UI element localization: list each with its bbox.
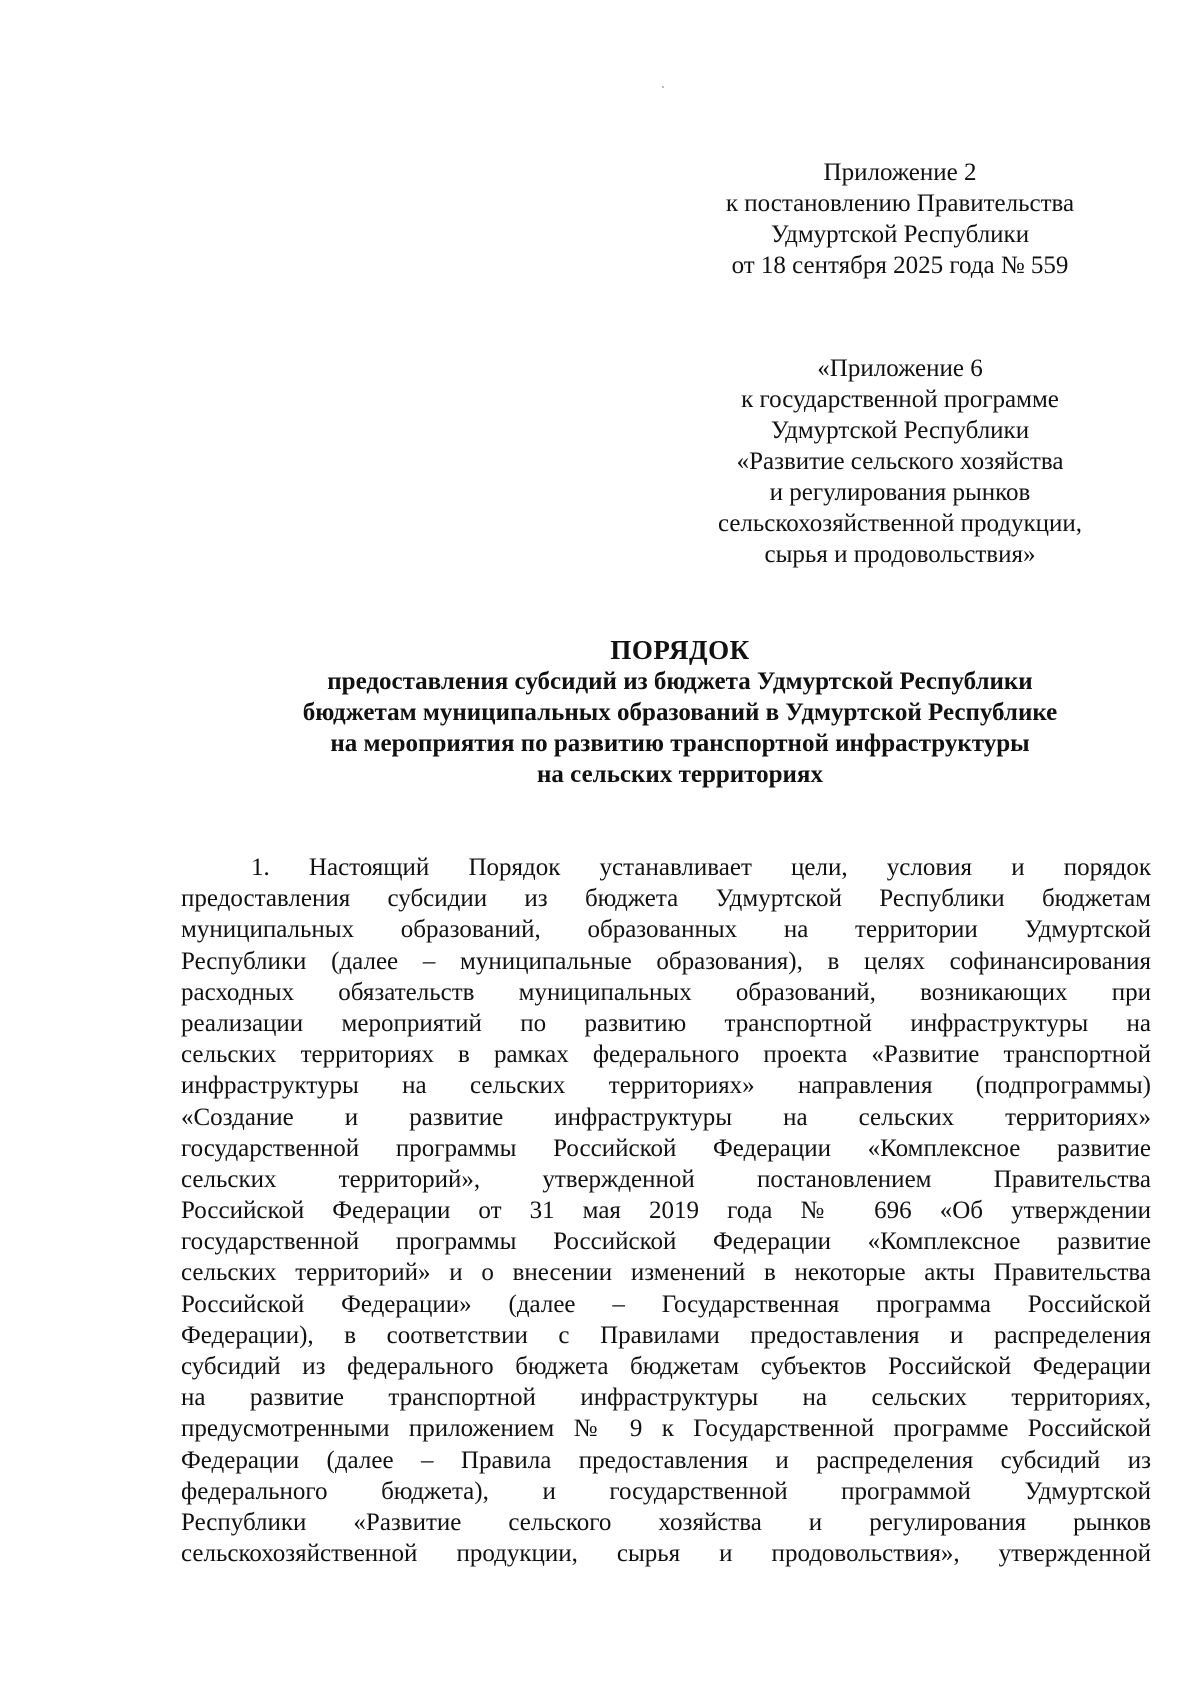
annex-6-line: сельскохозяйственной продукции, (717, 510, 1083, 537)
annex-6-line: «Приложение 6 (817, 355, 983, 382)
annex-6-line: «Развитие сельского хозяйства (736, 448, 1064, 475)
body-line: федерального бюджета), и государственной программой Удмуртской (181, 1477, 1151, 1505)
body-line: государственной программы Российской Федерации «Комплексное развитие (181, 1228, 1151, 1256)
body-line: 1. Настоящий Порядок устанавливает цели, условия и порядок (251, 854, 1151, 881)
annex-6-line: Удмуртской Республики (770, 417, 1030, 444)
body-line: расходных обязательств муниципальных образований, возникающих при (181, 978, 1151, 1006)
body-line: Республики (далее – муниципальные образования), в целях софинансирования (181, 947, 1151, 975)
body-line: на развитие транспортной инфраструктуры на сельских территориях, (181, 1384, 1151, 1412)
title-line: бюджетам муниципальных образований в Удмуртской Республике (302, 699, 1058, 726)
body-line: инфраструктуры на сельских территориях» направления (подпрограммы) (181, 1072, 1151, 1100)
annex-2-line: от 18 сентября 2025 года № 559 (731, 252, 1069, 279)
body-line: Федерации (далее – Правила предоставления и распределения субсидий из (181, 1446, 1151, 1474)
scan-speck (662, 86, 664, 88)
body-line: предусмотренными приложением № 9 к Государственной программе Российской (181, 1415, 1151, 1443)
body-line: Федерации), в соответствии с Правилами предоставления и распределения (181, 1321, 1151, 1349)
body-line: Российской Федерации» (далее – Государственная программа Российской (181, 1290, 1151, 1318)
body-line: сельскохозяйственной продукции, сырья и продовольствия», утвержденной (181, 1540, 1151, 1568)
body-line: муниципальных образований, образованных на территории Удмуртской (181, 916, 1151, 944)
body-line: предоставления субсидии из бюджета Удмуртской Республики бюджетам (181, 885, 1151, 913)
title-line: на мероприятия по развитию транспортной инфраструктуры (330, 730, 1030, 757)
annex-6-line: и регулирования рынков (769, 479, 1031, 506)
body-line: сельских территорий» и о внесении изменений в некоторые акты Правительства (181, 1259, 1151, 1287)
annex-6-header (690, 353, 1110, 570)
title-line: предоставления субсидий из бюджета Удмуртской Республики (327, 668, 1033, 695)
annex-2-line: Приложение 2 (823, 159, 977, 186)
title-heading: ПОРЯДОК (610, 635, 750, 665)
annex-2-line: к постановлению Правительства (725, 190, 1075, 217)
title-line: на сельских территориях (537, 761, 823, 788)
body-paragraph-1 (181, 852, 1151, 1569)
body-line: сельских территориях в рамках федерального проекта «Развитие транспортной (181, 1041, 1151, 1069)
annex-2-header (690, 157, 1110, 281)
body-line: Российской Федерации от 31 мая 2019 года № 696 «Об утверждении (181, 1197, 1151, 1225)
annex-6-line: к государственной программе (741, 386, 1059, 413)
body-line: сельских территорий», утвержденной постановлением Правительства (181, 1165, 1151, 1193)
body-line: Республики «Развитие сельского хозяйства и регулирования рынков (181, 1508, 1151, 1536)
body-line: реализации мероприятий по развитию транспортной инфраструктуры на (181, 1009, 1151, 1037)
document-title (140, 635, 1200, 790)
body-line: субсидий из федерального бюджета бюджетам субъектов Российской Федерации (181, 1353, 1151, 1380)
annex-6-line: сырья и продовольствия» (764, 541, 1036, 568)
annex-2-line: Удмуртской Республики (770, 221, 1030, 248)
body-line: «Создание и развитие инфраструктуры на сельских территориях» (181, 1103, 1151, 1131)
body-line: государственной программы Российской Федерации «Комплексное развитие (181, 1134, 1151, 1162)
